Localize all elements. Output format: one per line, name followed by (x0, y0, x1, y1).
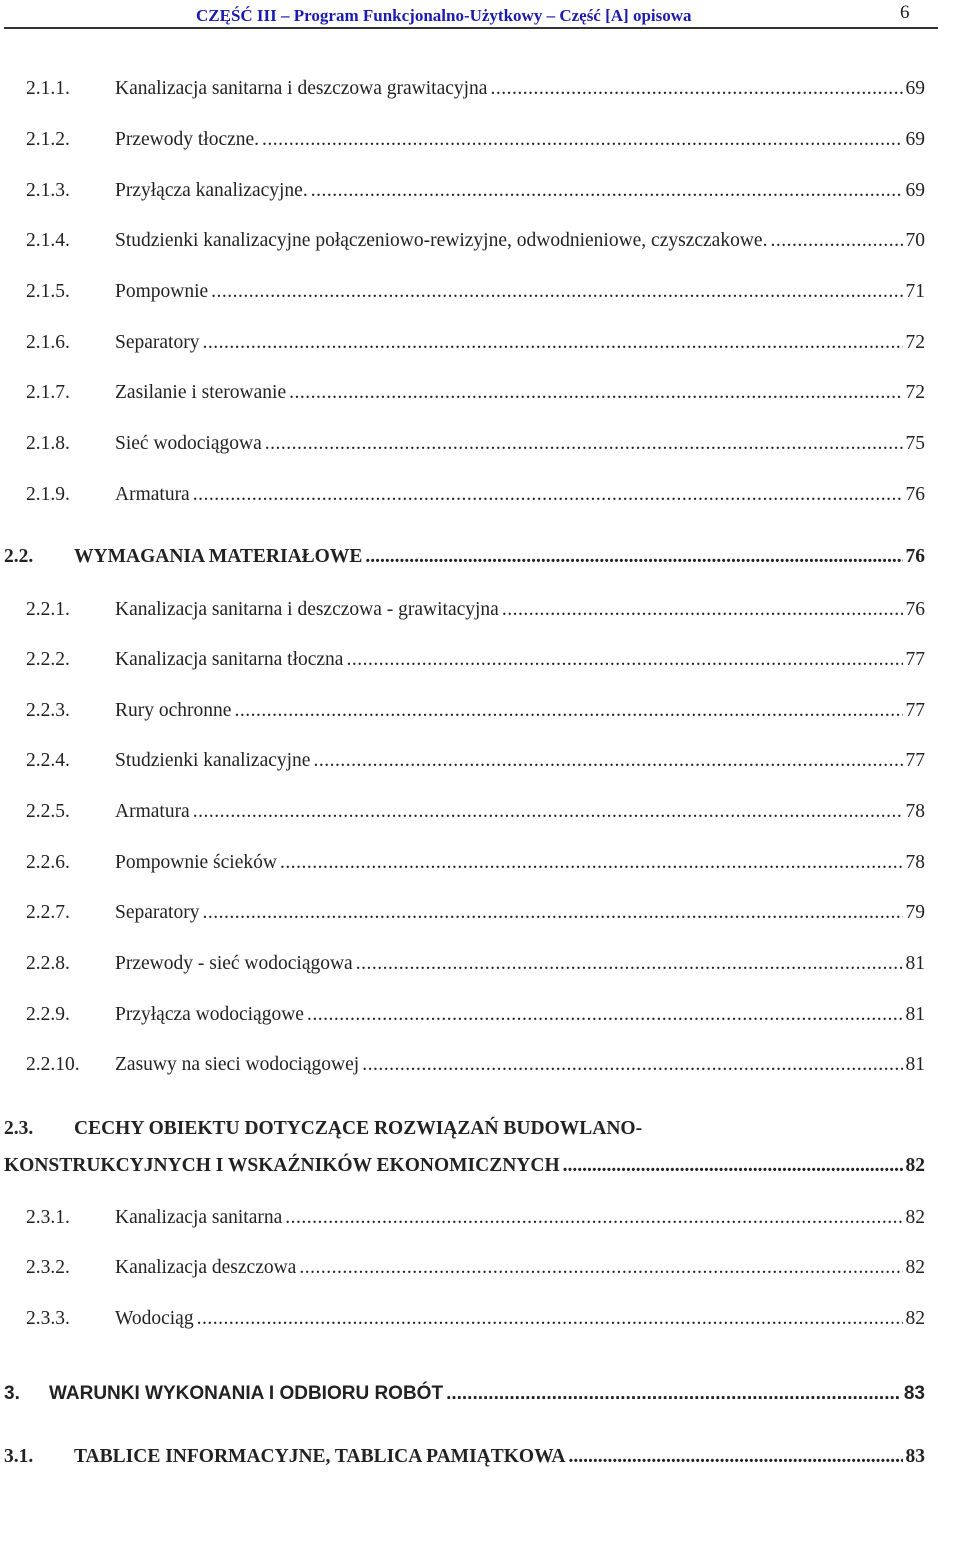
toc-entry-page: 79 (905, 902, 925, 923)
toc-dot-leader (265, 433, 903, 455)
toc-entry-page: 76 (905, 546, 925, 567)
toc-entry[interactable] (0, 902, 925, 924)
toc-dot-leader (193, 484, 903, 506)
toc-dot-leader (362, 1054, 902, 1076)
toc-entry[interactable] (0, 1257, 925, 1279)
toc-entry-number: 2.1.1. (26, 78, 70, 99)
toc-entry[interactable] (0, 801, 925, 823)
toc-dot-leader (202, 902, 902, 924)
toc-entry-page: 77 (905, 700, 925, 721)
toc-entry-title: Sieć wodociągowa (115, 433, 262, 454)
toc-entry[interactable] (0, 1207, 925, 1229)
toc-entry-number: 2.2.6. (26, 852, 70, 873)
toc-dot-leader (569, 1446, 903, 1468)
toc-entry[interactable] (0, 230, 925, 252)
toc-entry-page: 70 (905, 230, 925, 251)
toc-entry-title: Kanalizacja deszczowa (115, 1257, 297, 1278)
toc-entry[interactable] (0, 180, 925, 202)
toc-entry-title: Studzienki kanalizacyjne połączeniowo-rewizyjne, odwodnieniowe, czyszczakowe. (115, 230, 768, 251)
toc-dot-leader (311, 180, 903, 202)
toc-entry[interactable] (0, 700, 925, 722)
toc-entry-number: 2.3.3. (26, 1308, 70, 1329)
toc-section-entry[interactable] (0, 546, 925, 568)
toc-section-entry[interactable] (0, 1446, 925, 1468)
toc-entry-title: Wodociąg (115, 1308, 194, 1329)
toc-entry-page: 82 (905, 1308, 925, 1329)
toc-entry-title: Przyłącza wodociągowe (115, 1004, 304, 1025)
toc-entry-page: 76 (905, 599, 925, 620)
toc-dot-leader (202, 332, 902, 354)
toc-dot-leader (346, 649, 902, 671)
toc-entry[interactable] (0, 1308, 925, 1330)
toc-entry-title: Przewody - sieć wodociągowa (115, 953, 353, 974)
toc-dot-leader (502, 599, 903, 621)
toc-entry-page: 69 (905, 180, 925, 201)
toc-entry-title: Kanalizacja sanitarna i deszczowa grawitacyjna (115, 78, 488, 99)
toc-dot-leader (356, 953, 903, 975)
toc-dot-leader (262, 129, 902, 151)
toc-entry-number: 2.1.2. (26, 129, 70, 150)
toc-entry-title: WARUNKI WYKONANIA I ODBIORU ROBÓT (49, 1383, 444, 1404)
toc-entry-title: Rury ochronne (115, 700, 232, 721)
toc-entry-page: 83 (905, 1446, 925, 1467)
toc-entry-page: 69 (905, 129, 925, 150)
toc-entry-number: 3. (4, 1383, 20, 1404)
toc-dot-leader (563, 1155, 903, 1177)
toc-dot-leader (770, 230, 902, 252)
toc-entry-number: 2.2.4. (26, 750, 70, 771)
toc-entry-title: Przyłącza kanalizacyjne. (115, 180, 308, 201)
toc-entry-number: 2.1.5. (26, 281, 70, 302)
toc-entry-number: 3.1. (4, 1446, 34, 1467)
toc-entry[interactable] (0, 78, 925, 100)
toc-entry-page: 77 (905, 750, 925, 771)
toc-entry-title: Przewody tłoczne. (115, 129, 260, 150)
toc-entry-page: 81 (905, 953, 925, 974)
toc-entry-number: 2.1.7. (26, 382, 70, 403)
page-header (0, 0, 960, 30)
header-divider (4, 27, 938, 29)
toc-entry[interactable] (0, 750, 925, 772)
toc-entry[interactable] (0, 281, 925, 303)
toc-entry-number: 2.2.2. (26, 649, 70, 670)
toc-dot-leader (285, 1207, 902, 1229)
toc-entry-title-continued: KONSTRUKCYJNYCH I WSKAŹNIKÓW EKONOMICZNYCH (4, 1155, 560, 1176)
toc-section-entry-continuation[interactable] (4, 1155, 925, 1177)
toc-dot-leader (280, 852, 903, 874)
toc-entry-title: Armatura (115, 484, 190, 505)
toc-dot-leader (365, 546, 902, 568)
toc-entry-page: 71 (905, 281, 925, 302)
toc-entry-number: 2.2.3. (26, 700, 70, 721)
toc-entry-title: Kanalizacja sanitarna tłoczna (115, 649, 344, 670)
toc-dot-leader (197, 1308, 903, 1330)
toc-entry-page: 75 (905, 433, 925, 454)
header-page-number: 6 (900, 2, 910, 23)
toc-entry-title: Separatory (115, 902, 200, 923)
toc-entry[interactable] (0, 129, 925, 151)
toc-entry-page: 81 (905, 1054, 925, 1075)
toc-entry-page: 82 (905, 1155, 925, 1176)
toc-entry-number: 2.1.9. (26, 484, 70, 505)
toc-dot-leader (211, 281, 902, 303)
toc-entry[interactable] (0, 433, 925, 455)
toc-dot-leader (307, 1004, 903, 1026)
toc-entry-number: 2.2.8. (26, 953, 70, 974)
toc-entry[interactable] (0, 332, 925, 354)
toc-entry-page: 78 (905, 801, 925, 822)
toc-entry-number: 2.2.5. (26, 801, 70, 822)
toc-entry[interactable] (0, 382, 925, 404)
toc-entry-number: 2.3.2. (26, 1257, 70, 1278)
toc-entry-page: 69 (905, 78, 925, 99)
toc-entry-title: Zasuwy na sieci wodociągowej (115, 1054, 360, 1075)
toc-chapter-entry[interactable] (0, 1383, 925, 1405)
toc-entry-title: Kanalizacja sanitarna (115, 1207, 283, 1228)
toc-entry-number: 2.2.7. (26, 902, 70, 923)
toc-entry-number: 2.2.9. (26, 1004, 70, 1025)
toc-entry-page: 81 (905, 1004, 925, 1025)
toc-entry-number: 2.2.10. (26, 1054, 80, 1075)
toc-entry-page: 82 (905, 1207, 925, 1228)
toc-entry-number: 2.1.3. (26, 180, 70, 201)
toc-dot-leader (490, 78, 902, 100)
toc-entry[interactable] (0, 852, 925, 874)
toc-entry-title: Kanalizacja sanitarna i deszczowa - grawitacyjna (115, 599, 499, 620)
toc-entry-page: 77 (905, 649, 925, 670)
toc-entry[interactable] (0, 1004, 925, 1026)
toc-entry[interactable] (0, 599, 925, 621)
toc-entry-title: Studzienki kanalizacyjne (115, 750, 311, 771)
toc-entry-number: 2.2.1. (26, 599, 70, 620)
toc-entry[interactable] (0, 484, 925, 506)
toc-dot-leader (234, 700, 902, 722)
toc-entry[interactable] (0, 649, 925, 671)
toc-entry-title: CECHY OBIEKTU DOTYCZĄCE ROZWIĄZAŃ BUDOWLANO- (74, 1118, 643, 1139)
header-title: CZĘŚĆ III – Program Funkcjonalno-Użytkowy – Część [A] opisowa (196, 6, 692, 25)
toc-entry-title: Separatory (115, 332, 200, 353)
toc-dot-leader (313, 750, 902, 772)
toc-entry-page: 72 (905, 382, 925, 403)
toc-entry-title: TABLICE INFORMACYJNE, TABLICA PAMIĄTKOWA (74, 1446, 566, 1467)
toc-entry-number: 2.1.4. (26, 230, 70, 251)
toc-entry-number: 2.2. (4, 546, 34, 567)
toc-dot-leader (289, 382, 902, 404)
toc-dot-leader (299, 1257, 902, 1279)
toc-entry-title: Zasilanie i sterowanie (115, 382, 287, 403)
toc-entry-title: Armatura (115, 801, 190, 822)
toc-entry-page: 72 (905, 332, 925, 353)
toc-entry[interactable] (0, 953, 925, 975)
toc-dot-leader (193, 801, 903, 823)
toc-dot-leader (446, 1383, 901, 1405)
toc-entry-page: 78 (905, 852, 925, 873)
toc-entry-title: Pompownie ścieków (115, 852, 277, 873)
toc-entry-page: 76 (905, 484, 925, 505)
toc-entry-number: 2.3.1. (26, 1207, 70, 1228)
toc-entry-title: WYMAGANIA MATERIAŁOWE (74, 546, 363, 567)
toc-entry-title: Pompownie (115, 281, 209, 302)
toc-entry[interactable] (0, 1054, 925, 1076)
toc-entry-page: 82 (905, 1257, 925, 1278)
toc-entry-number: 2.1.6. (26, 332, 70, 353)
toc-entry-page: 83 (903, 1383, 925, 1404)
toc-section-entry[interactable] (0, 1118, 925, 1140)
toc-entry-number: 2.1.8. (26, 433, 70, 454)
toc-entry-number: 2.3. (4, 1118, 34, 1139)
